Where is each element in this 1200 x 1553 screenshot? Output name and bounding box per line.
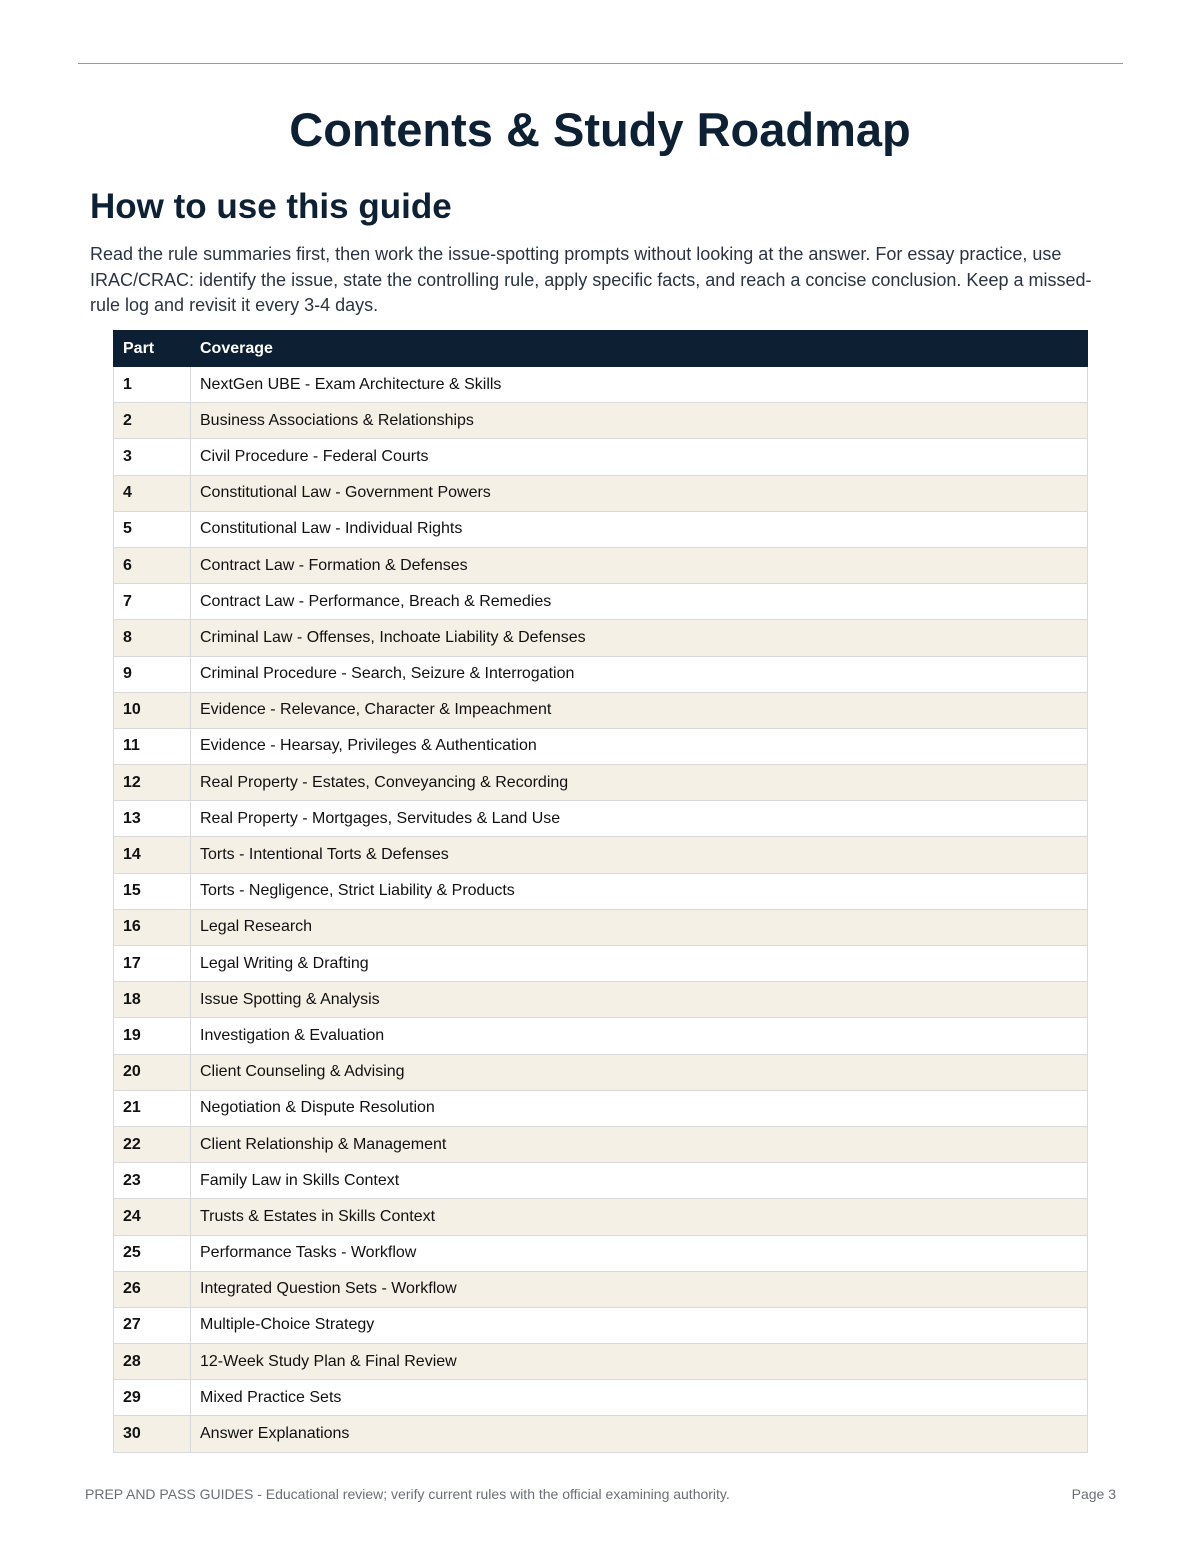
coverage-text: Legal Research xyxy=(191,909,1088,945)
coverage-text: Investigation & Evaluation xyxy=(191,1018,1088,1054)
coverage-text: 12-Week Study Plan & Final Review xyxy=(191,1344,1088,1380)
table-row xyxy=(114,367,1088,403)
table-row xyxy=(114,801,1088,837)
table-row xyxy=(114,1380,1088,1416)
table-row xyxy=(114,1344,1088,1380)
part-number: 24 xyxy=(114,1199,191,1235)
coverage-text: Issue Spotting & Analysis xyxy=(191,982,1088,1018)
table-row xyxy=(114,475,1088,511)
part-number: 19 xyxy=(114,1018,191,1054)
part-number: 17 xyxy=(114,946,191,982)
coverage-text: Civil Procedure - Federal Courts xyxy=(191,439,1088,475)
page-number: Page 3 xyxy=(1071,1486,1116,1502)
table-row xyxy=(114,1271,1088,1307)
coverage-text: Criminal Procedure - Search, Seizure & Interrogation xyxy=(191,656,1088,692)
coverage-text: Torts - Intentional Torts & Defenses xyxy=(191,837,1088,873)
part-number: 21 xyxy=(114,1090,191,1126)
coverage-text: Real Property - Mortgages, Servitudes & Land Use xyxy=(191,801,1088,837)
coverage-text: Torts - Negligence, Strict Liability & Products xyxy=(191,873,1088,909)
footer-disclaimer: PREP AND PASS GUIDES - Educational review; verify current rules with the official examining authority. xyxy=(85,1486,730,1502)
table-row xyxy=(114,692,1088,728)
part-number: 3 xyxy=(114,439,191,475)
part-number: 16 xyxy=(114,909,191,945)
coverage-text: Mixed Practice Sets xyxy=(191,1380,1088,1416)
table-row xyxy=(114,1090,1088,1126)
table-row xyxy=(114,728,1088,764)
table-row xyxy=(114,946,1088,982)
part-number: 30 xyxy=(114,1416,191,1452)
part-number: 15 xyxy=(114,873,191,909)
coverage-text: Evidence - Hearsay, Privileges & Authentication xyxy=(191,728,1088,764)
coverage-text: Criminal Law - Offenses, Inchoate Liability & Defenses xyxy=(191,620,1088,656)
table-row xyxy=(114,982,1088,1018)
part-number: 9 xyxy=(114,656,191,692)
part-number: 20 xyxy=(114,1054,191,1090)
coverage-text: Family Law in Skills Context xyxy=(191,1163,1088,1199)
section-heading: How to use this guide xyxy=(90,187,452,226)
page-title: Contents & Study Roadmap xyxy=(289,103,911,156)
table-row xyxy=(114,511,1088,547)
table-row xyxy=(114,1235,1088,1271)
table-row xyxy=(114,1416,1088,1452)
coverage-text: Contract Law - Performance, Breach & Remedies xyxy=(191,584,1088,620)
table-row xyxy=(114,837,1088,873)
table-row xyxy=(114,1126,1088,1162)
table-row xyxy=(114,909,1088,945)
part-number: 22 xyxy=(114,1126,191,1162)
part-number: 18 xyxy=(114,982,191,1018)
coverage-text: Constitutional Law - Government Powers xyxy=(191,475,1088,511)
part-number: 11 xyxy=(114,728,191,764)
coverage-text: Multiple-Choice Strategy xyxy=(191,1307,1088,1343)
coverage-text: Evidence - Relevance, Character & Impeachment xyxy=(191,692,1088,728)
coverage-text: Negotiation & Dispute Resolution xyxy=(191,1090,1088,1126)
coverage-text: NextGen UBE - Exam Architecture & Skills xyxy=(191,367,1088,403)
coverage-text: Client Relationship & Management xyxy=(191,1126,1088,1162)
part-number: 7 xyxy=(114,584,191,620)
part-number: 14 xyxy=(114,837,191,873)
part-number: 6 xyxy=(114,547,191,583)
part-number: 4 xyxy=(114,475,191,511)
table-row xyxy=(114,403,1088,439)
table-row xyxy=(114,547,1088,583)
coverage-text: Trusts & Estates in Skills Context xyxy=(191,1199,1088,1235)
coverage-column-header: Coverage xyxy=(191,331,1088,367)
table-body xyxy=(114,367,1088,1453)
coverage-text: Answer Explanations xyxy=(191,1416,1088,1452)
part-number: 29 xyxy=(114,1380,191,1416)
table-row xyxy=(114,1018,1088,1054)
table-row xyxy=(114,620,1088,656)
part-number: 23 xyxy=(114,1163,191,1199)
part-number: 1 xyxy=(114,367,191,403)
table-row xyxy=(114,656,1088,692)
table-row xyxy=(114,873,1088,909)
table-row xyxy=(114,1307,1088,1343)
part-number: 8 xyxy=(114,620,191,656)
coverage-text: Performance Tasks - Workflow xyxy=(191,1235,1088,1271)
part-number: 5 xyxy=(114,511,191,547)
table-row xyxy=(114,1163,1088,1199)
part-number: 25 xyxy=(114,1235,191,1271)
table-header-row xyxy=(114,331,1088,367)
part-number: 2 xyxy=(114,403,191,439)
part-number: 27 xyxy=(114,1307,191,1343)
intro-paragraph: Read the rule summaries first, then work the issue-spotting prompts without looking at the answer. For essay practice, use IRAC/CRAC: identify the issue, state the controlling rule, apply specific facts, and reach a concise conclusion. Keep a missed-rule log and revisit it every 3-4 days. xyxy=(90,244,1092,315)
coverage-text: Client Counseling & Advising xyxy=(191,1054,1088,1090)
part-column-header: Part xyxy=(114,331,191,367)
table-row xyxy=(114,584,1088,620)
coverage-text: Integrated Question Sets - Workflow xyxy=(191,1271,1088,1307)
coverage-text: Real Property - Estates, Conveyancing & Recording xyxy=(191,765,1088,801)
table-row xyxy=(114,1199,1088,1235)
table-row xyxy=(114,1054,1088,1090)
part-number: 13 xyxy=(114,801,191,837)
part-number: 10 xyxy=(114,692,191,728)
top-divider xyxy=(78,63,1123,64)
coverage-text: Legal Writing & Drafting xyxy=(191,946,1088,982)
coverage-text: Business Associations & Relationships xyxy=(191,403,1088,439)
contents-table xyxy=(113,330,1088,1453)
coverage-text: Contract Law - Formation & Defenses xyxy=(191,547,1088,583)
part-number: 26 xyxy=(114,1271,191,1307)
part-number: 28 xyxy=(114,1344,191,1380)
coverage-text: Constitutional Law - Individual Rights xyxy=(191,511,1088,547)
table-row xyxy=(114,765,1088,801)
part-number: 12 xyxy=(114,765,191,801)
table-row xyxy=(114,439,1088,475)
